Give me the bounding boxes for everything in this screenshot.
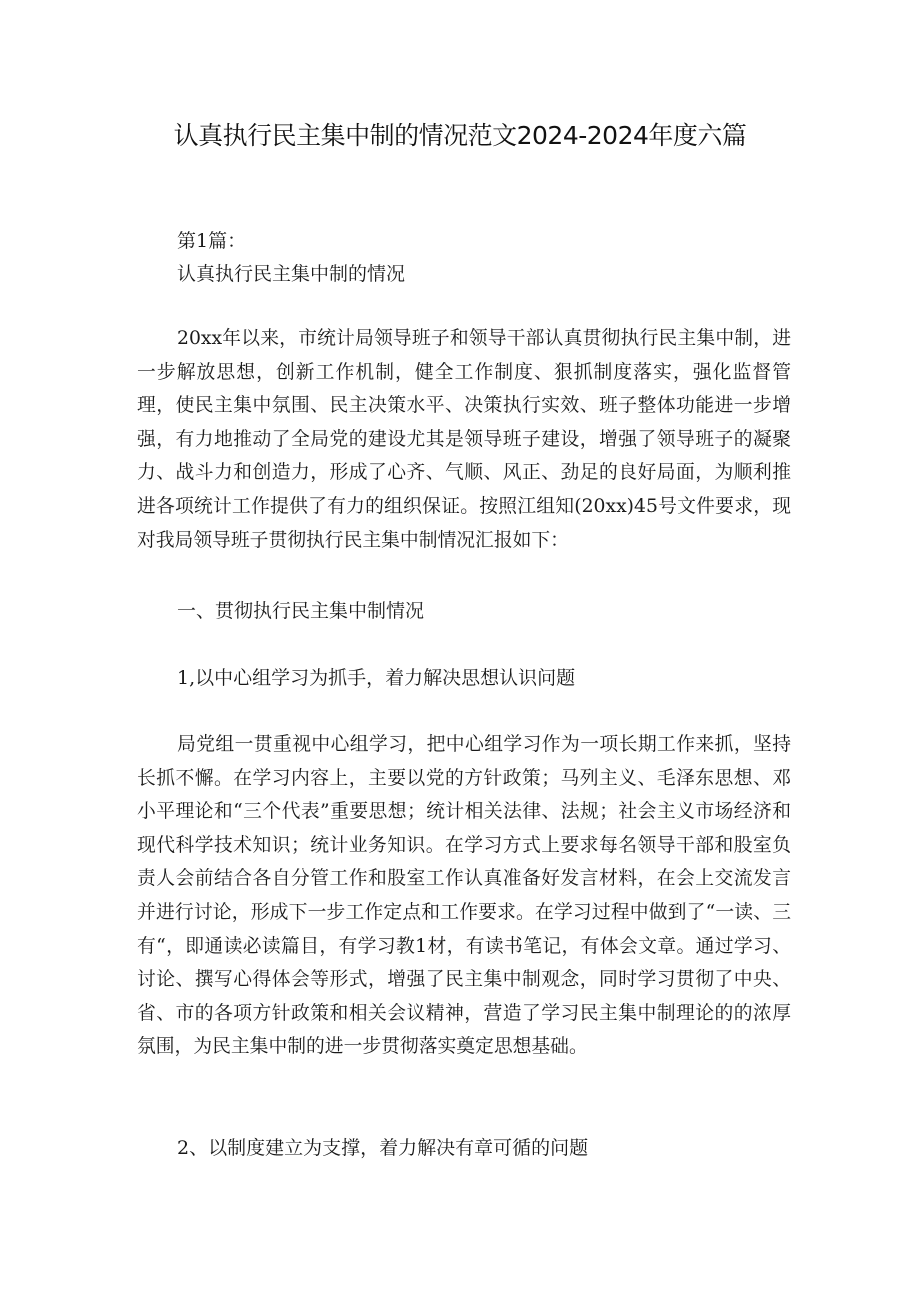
heading-1-2: 2、以制度建立为支撑，着力解决有章可循的问题	[177, 1137, 589, 1159]
section-label: 第1篇：	[177, 230, 247, 252]
paragraph-1-1: 局党组一贯重视中心组学习，把中心组学习作为一项长期工作来抓，坚持长抓不懈。在学习内容上，主要以党的方针政策；马列主义、毛泽东思想、邓小平理论和“三个代表”重要思想；统计相关法律、法规；社会主义市场经济和现代科学技术知识；统计业务知识。在学习方式上要求每名领导干部和股室负责人会前结合各自分管工作和股室工作认真准备好发言材料，在会上交流发言并进行讨论，形成下一步工作定点和工作要求。在学习过程中做到了“一读、三有“，即通读必读篇目，有学习教1材，有读书笔记，有体会文章。通过学习、讨论、撰写心得体会等形式，增强了民主集中制观念，同时学习贯彻了中央、省、市的各项方针政策和相关会议精神，营造了学习民主集中制理论的的浓厚氛围，为民主集中制的进一步贯彻落实奠定思想基础。	[137, 734, 791, 1058]
section-subtitle: 认真执行民主集中制的情况	[177, 263, 406, 285]
intro-paragraph: 20xx年以来，市统计局领导班子和领导干部认真贯彻执行民主集中制，进一步解放思想，创新工作机制，健全工作制度、狠抓制度落实，强化监督管理，使民主集中氛围、民主决策水平、决策执行实效、班子整体功能进一步增强，有力地推动了全局党的建设尤其是领导班子建设，增强了领导班子的凝聚力、战斗力和创造力，形成了心齐、气顺、风正、劲足的良好局面，为顺利推进各项统计工作提供了有力的组织保证。按照江组知(20xx)45号文件要求，现对我局领导班子贯彻执行民主集中制情况汇报如下：	[137, 328, 791, 551]
document-title: 认真执行民主集中制的情况范文2024-2024年度六篇	[173, 121, 747, 150]
heading-1: 一、贯彻执行民主集中制情况	[177, 600, 425, 622]
heading-1-1: 1,以中心组学习为抓手，着力解决思想认识问题	[177, 667, 576, 689]
